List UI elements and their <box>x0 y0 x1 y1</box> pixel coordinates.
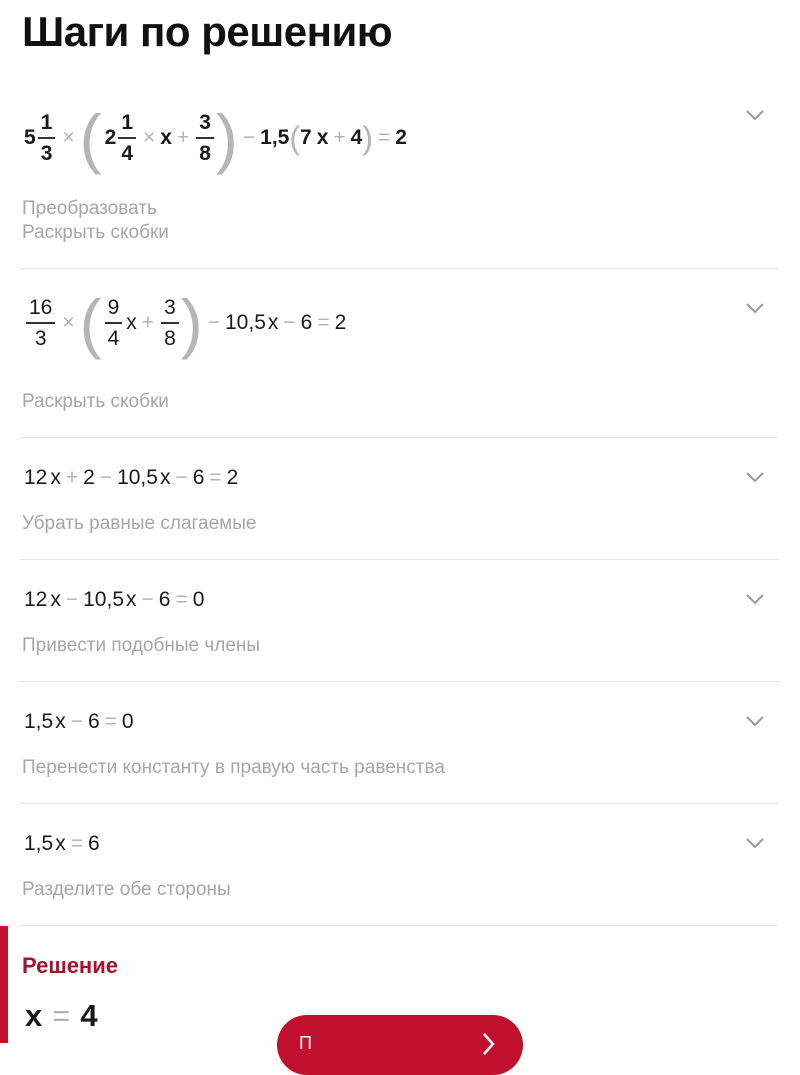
step-description <box>22 512 256 536</box>
step-description <box>22 390 169 414</box>
step-6-expression <box>24 832 100 856</box>
fraction <box>105 297 123 349</box>
step-description-line: Раскрыть скобки <box>22 391 169 412</box>
term: 7 <box>300 126 312 149</box>
chevron-down-icon[interactable] <box>744 297 766 319</box>
term: 12 <box>24 466 48 489</box>
fraction <box>118 112 136 164</box>
numerator: 1 <box>38 112 56 139</box>
numerator: 9 <box>105 297 123 324</box>
divider <box>20 925 779 926</box>
operator: = <box>70 832 83 855</box>
operator: − <box>99 466 113 489</box>
term: 10,5 <box>83 588 124 611</box>
operator: × <box>62 311 75 334</box>
solution-answer <box>25 998 98 1034</box>
operator: − <box>175 466 188 489</box>
term: 1,5 <box>24 832 54 855</box>
right-paren: ) <box>215 101 238 175</box>
solution-variable: x <box>25 998 43 1033</box>
step-description-line: Разделите обе стороны <box>22 879 231 900</box>
operator: × <box>62 126 75 149</box>
right-paren: ) <box>180 286 203 360</box>
chevron-right-icon <box>481 1031 497 1062</box>
solution-accent-bar <box>0 926 8 1043</box>
denominator: 8 <box>199 142 211 165</box>
step-description <box>22 878 231 902</box>
term: 1,5 <box>24 710 54 733</box>
term: 6 <box>300 311 313 334</box>
step-3[interactable] <box>0 438 800 560</box>
term: 2 <box>395 126 407 149</box>
term: 10,5 <box>117 466 158 489</box>
variable: x <box>55 710 66 733</box>
denominator: 3 <box>40 142 53 165</box>
term: 2 <box>104 126 117 149</box>
operator: = <box>52 998 71 1033</box>
step-5[interactable] <box>0 682 800 804</box>
step-3-expression <box>24 466 238 490</box>
step-description <box>22 197 169 245</box>
denominator: 8 <box>164 327 176 350</box>
step-description-line: Привести подобные члены <box>22 635 261 656</box>
right-paren: ) <box>362 119 373 156</box>
operator: − <box>283 311 296 334</box>
numerator: 3 <box>161 297 179 324</box>
step-description <box>22 756 445 780</box>
term: 5 <box>24 126 36 149</box>
term: 0 <box>192 588 205 611</box>
numerator: 3 <box>196 112 214 139</box>
step-2-expression <box>24 286 347 360</box>
step-1-expression <box>24 101 407 175</box>
step-description-line: Убрать равные слагаемые <box>22 513 257 534</box>
term: 6 <box>192 466 205 489</box>
step-2[interactable] <box>0 269 800 438</box>
cta-label: П <box>299 1033 312 1053</box>
variable: x <box>126 588 137 611</box>
operator: + <box>141 311 155 334</box>
operator: = <box>175 588 188 611</box>
chevron-down-icon[interactable] <box>744 832 766 854</box>
operator: = <box>104 710 117 733</box>
term: 0 <box>121 710 134 733</box>
denominator: 4 <box>121 142 133 165</box>
denominator: 3 <box>34 327 47 350</box>
variable: x <box>55 832 66 855</box>
variable: x <box>160 126 172 149</box>
variable: x <box>159 466 171 489</box>
fraction <box>196 112 214 164</box>
term: 10,5 <box>225 311 266 334</box>
term: 6 <box>158 588 171 611</box>
operator: × <box>143 126 156 149</box>
operator: − <box>70 710 83 733</box>
operator: − <box>207 311 220 334</box>
term: 4 <box>350 126 363 149</box>
operator: = <box>378 126 391 149</box>
operator: + <box>176 126 190 149</box>
term: 2 <box>83 466 95 489</box>
step-description <box>22 634 260 658</box>
numerator: 1 <box>118 112 136 139</box>
operator: − <box>242 126 256 149</box>
page-title: Шаги по решению <box>22 8 393 55</box>
denominator: 4 <box>107 327 120 350</box>
solution-value: 4 <box>80 998 98 1033</box>
variable: x <box>126 311 137 334</box>
fraction <box>161 297 179 349</box>
variable: x <box>267 311 279 334</box>
term: 12 <box>24 588 48 611</box>
step-4-expression <box>24 588 204 612</box>
variable: x <box>316 126 329 149</box>
chevron-down-icon[interactable] <box>744 588 766 610</box>
term: 2 <box>334 311 347 334</box>
term: 1,5 <box>260 126 290 149</box>
step-5-expression <box>24 710 134 734</box>
step-description-line: Перенести константу в правую часть равенства <box>22 757 445 778</box>
fraction <box>38 112 56 164</box>
step-description-line: Раскрыть скобки <box>22 222 169 243</box>
chevron-down-icon[interactable] <box>744 104 766 126</box>
term: 6 <box>87 832 100 855</box>
operator: − <box>141 588 154 611</box>
step-4[interactable] <box>0 560 800 682</box>
variable: x <box>50 588 61 611</box>
chevron-down-icon[interactable] <box>744 466 766 488</box>
cta-button[interactable] <box>277 1015 523 1075</box>
term: 2 <box>226 466 239 489</box>
operator: − <box>65 588 79 611</box>
term: 6 <box>87 710 100 733</box>
left-paren: ( <box>79 286 102 360</box>
step-description-line: Преобразовать <box>22 198 157 219</box>
chevron-down-icon[interactable] <box>744 710 766 732</box>
fraction <box>26 297 55 349</box>
variable: x <box>50 466 61 489</box>
operator: = <box>209 466 222 489</box>
step-1[interactable] <box>0 90 800 269</box>
numerator: 16 <box>26 297 55 324</box>
solution-title: Решение <box>22 953 118 978</box>
operator: + <box>65 466 79 489</box>
left-paren: ( <box>289 119 301 156</box>
step-6[interactable] <box>0 804 800 926</box>
operator: + <box>333 126 346 149</box>
operator: = <box>317 311 330 334</box>
left-paren: ( <box>79 101 102 175</box>
